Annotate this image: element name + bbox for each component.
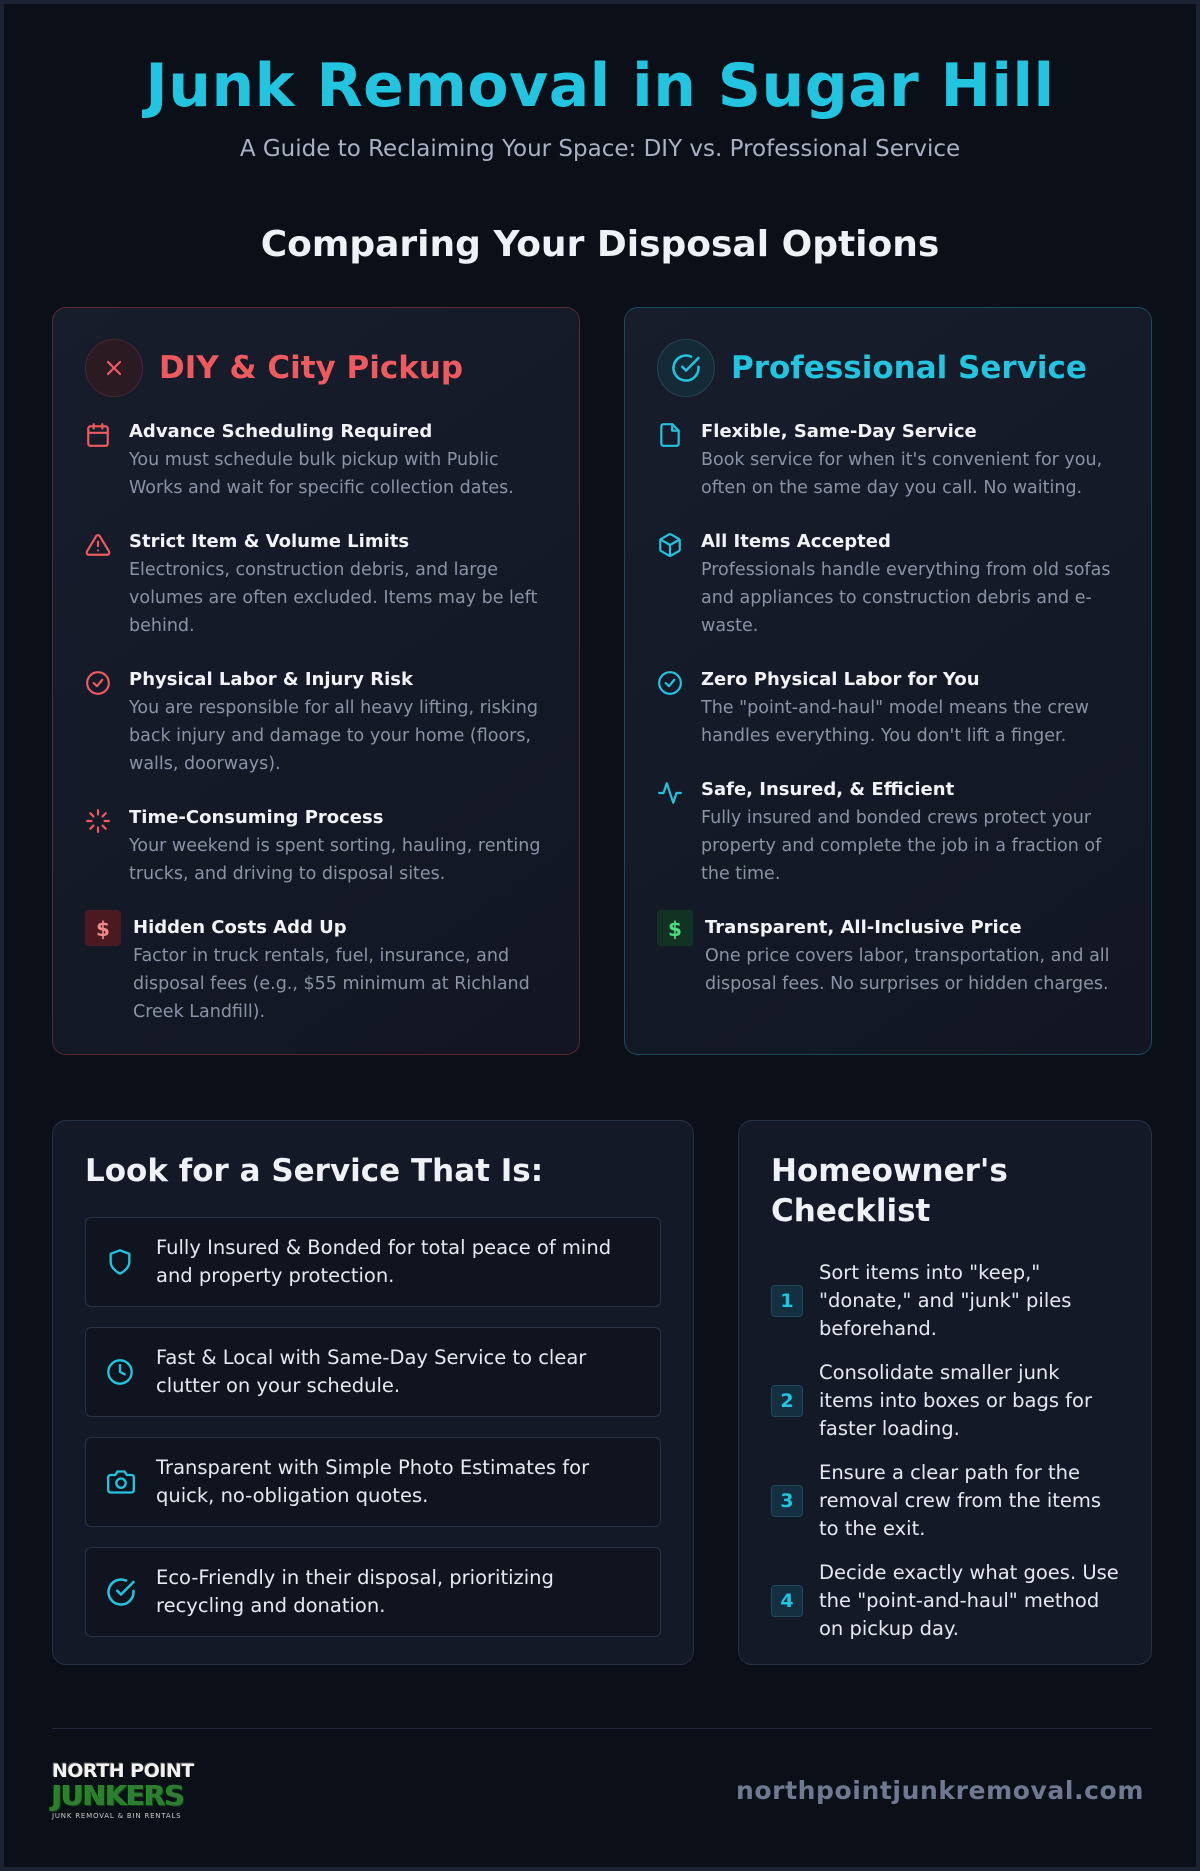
comparison-section-title: Comparing Your Disposal Options [260, 224, 940, 265]
step-text: Consolidate smaller junk items into boxes or bags for faster loading. [819, 1361, 1092, 1440]
page-title: Junk Removal in Sugar Hill [145, 51, 1055, 121]
diy-item-desc: You are responsible for all heavy lifting, risking back injury and damage to your home (floors, walls, doorways). [129, 698, 538, 774]
step-number: 3 [771, 1485, 803, 1517]
diy-item [85, 420, 547, 502]
diy-card-title: DIY & City Pickup [159, 350, 464, 386]
look-for-panel [52, 1120, 694, 1665]
check-circle-icon [85, 668, 115, 778]
diy-item-desc: Your weekend is spent sorting, hauling, renting trucks, and driving to disposal sites. [129, 836, 541, 884]
lower-section [52, 1120, 1152, 1665]
check-circle-icon [657, 339, 715, 397]
step-number: 1 [771, 1285, 803, 1317]
logo-line-2: JUNKERS [52, 1779, 185, 1812]
camera-icon [106, 1468, 136, 1496]
look-for-list [85, 1217, 661, 1637]
diy-item [85, 668, 547, 778]
pro-card-title: Professional Service [731, 350, 1087, 386]
look-for-title: Look for a Service That Is: [85, 1153, 544, 1189]
header [4, 4, 1196, 265]
diy-item-desc: Electronics, construction debris, and large volumes are often excluded. Items may be left behind. [129, 560, 538, 636]
checklist-title: Homeowner's Checklist [771, 1153, 1008, 1229]
pro-item-title: Flexible, Same-Day Service [701, 421, 977, 442]
checklist-item [771, 1259, 1119, 1343]
file-icon [657, 420, 687, 502]
activity-icon [657, 778, 687, 888]
diy-card [52, 307, 580, 1055]
box-icon [657, 530, 687, 640]
step-text: Sort items into "keep," "donate," and "junk" piles beforehand. [819, 1261, 1072, 1340]
diy-item [85, 806, 547, 888]
close-icon [85, 339, 143, 397]
checklist-list [771, 1259, 1119, 1643]
diy-item [85, 530, 547, 640]
pro-item-title: Safe, Insured, & Efficient [701, 779, 955, 800]
look-for-item [85, 1547, 661, 1637]
look-for-text: Fully Insured & Bonded for total peace of mind and property protection. [156, 1236, 612, 1287]
pro-item-desc: Book service for when it's convenient for you, often on the same day you call. No waiting. [701, 450, 1103, 498]
pro-item-title: Transparent, All-Inclusive Price [705, 917, 1022, 938]
pro-item [657, 668, 1119, 750]
pro-card-header [657, 338, 1119, 398]
diy-item-title: Time-Consuming Process [129, 807, 384, 828]
pro-item [657, 778, 1119, 888]
step-number: 4 [771, 1585, 803, 1617]
diy-item-title: Physical Labor & Injury Risk [129, 669, 413, 690]
pro-card [624, 307, 1152, 1055]
comparison-section [52, 307, 1152, 1055]
checklist-item [771, 1359, 1119, 1443]
dollar-icon: $ [85, 910, 121, 946]
checklist-panel [738, 1120, 1152, 1665]
diy-card-header [85, 338, 547, 398]
look-for-item [85, 1327, 661, 1417]
diy-item-title: Strict Item & Volume Limits [129, 531, 410, 552]
pro-item-title: Zero Physical Labor for You [701, 669, 980, 690]
pro-item-desc: One price covers labor, transportation, and all disposal fees. No surprises or hidden charges. [705, 946, 1110, 994]
diy-item [85, 916, 547, 1026]
checklist-item [771, 1459, 1119, 1543]
calendar-icon [85, 420, 115, 502]
pro-item-desc: Professionals handle everything from old sofas and appliances to construction debris and e-waste. [701, 560, 1111, 636]
shield-icon [106, 1248, 136, 1276]
logo-line-1: NORTH POINT [52, 1760, 194, 1782]
clock-icon [106, 1358, 136, 1386]
look-for-item [85, 1217, 661, 1307]
page-subtitle: A Guide to Reclaiming Your Space: DIY vs. Professional Service [239, 136, 961, 162]
diy-item-title: Hidden Costs Add Up [133, 917, 347, 938]
diy-item-desc: You must schedule bulk pickup with Public Works and wait for specific collection dates. [129, 450, 514, 498]
dollar-icon: $ [657, 910, 693, 946]
pro-item [657, 530, 1119, 640]
step-text: Ensure a clear path for the removal crew from the items to the exit. [819, 1461, 1102, 1540]
pro-item [657, 916, 1119, 998]
company-logo[interactable] [52, 1760, 202, 1824]
website-link[interactable]: northpointjunkremoval.com [735, 1776, 1144, 1805]
diy-item-desc: Factor in truck rentals, fuel, insurance, and disposal fees (e.g., $55 minimum at Richland Creek Landfill). [133, 946, 530, 1022]
pro-item [657, 420, 1119, 502]
step-text: Decide exactly what goes. Use the "point-and-haul" method on pickup day. [819, 1561, 1119, 1640]
warning-icon [85, 530, 115, 640]
pro-item-desc: Fully insured and bonded crews protect your property and complete the job in a fraction of the time. [701, 808, 1102, 884]
loader-icon [85, 806, 115, 888]
pro-item-desc: The "point-and-haul" model means the crew handles everything. You don't lift a finger. [701, 698, 1089, 746]
checklist-item [771, 1559, 1119, 1643]
check-circle-icon [657, 668, 687, 750]
logo-tagline: JUNK REMOVAL & BIN RENTALS [52, 1812, 182, 1820]
look-for-text: Eco-Friendly in their disposal, prioritizing recycling and donation. [156, 1566, 554, 1617]
diy-item-title: Advance Scheduling Required [129, 421, 433, 442]
step-number: 2 [771, 1385, 803, 1417]
look-for-text: Fast & Local with Same-Day Service to clear clutter on your schedule. [156, 1346, 587, 1397]
pro-item-title: All Items Accepted [701, 531, 891, 552]
look-for-text: Transparent with Simple Photo Estimates for quick, no-obligation quotes. [156, 1456, 590, 1507]
look-for-item [85, 1437, 661, 1527]
check-circle-icon [106, 1577, 136, 1607]
footer-divider [52, 1728, 1152, 1729]
